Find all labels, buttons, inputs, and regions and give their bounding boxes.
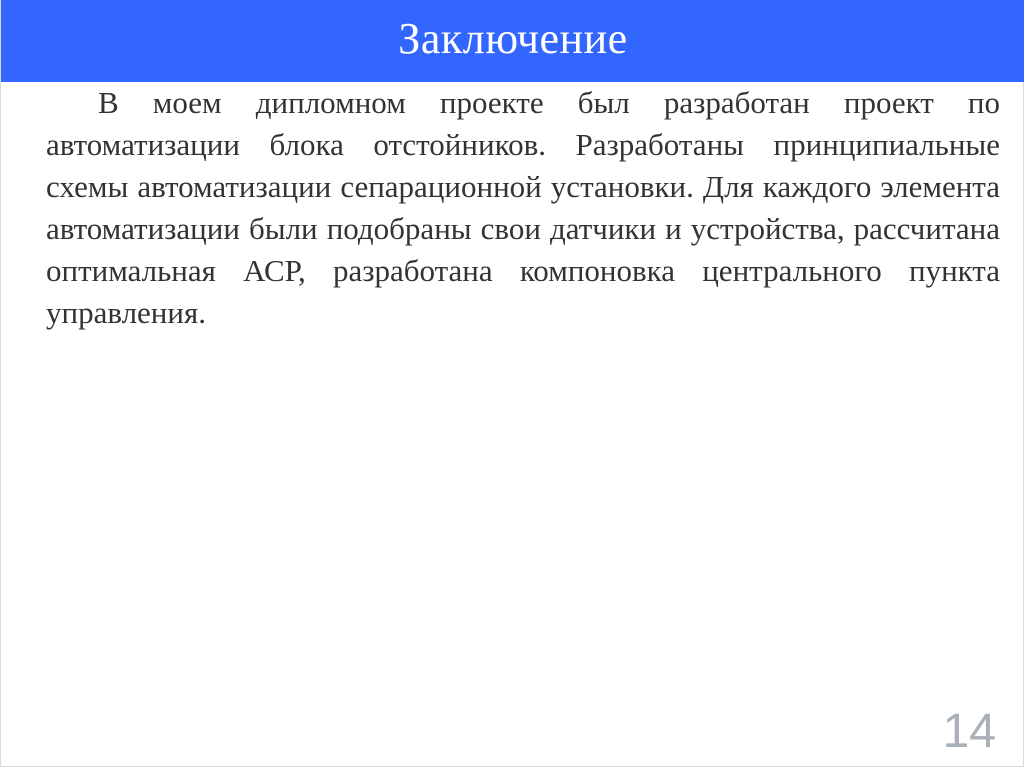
page-number: 14 bbox=[942, 705, 996, 758]
conclusion-paragraph: В моем дипломном проекте был разработан проект по автоматизации блока отстойников. Разработаны принципиальные схемы автоматизации сепарационной установки. Для каждого элемента автоматизации были подобраны свои датчики и устройства, рассчитана оптимальная АСР, разработана компоновка центрального пункта управления. bbox=[46, 85, 1000, 330]
title-bar bbox=[1, 0, 1024, 82]
slide-title: Заключение bbox=[398, 14, 628, 63]
